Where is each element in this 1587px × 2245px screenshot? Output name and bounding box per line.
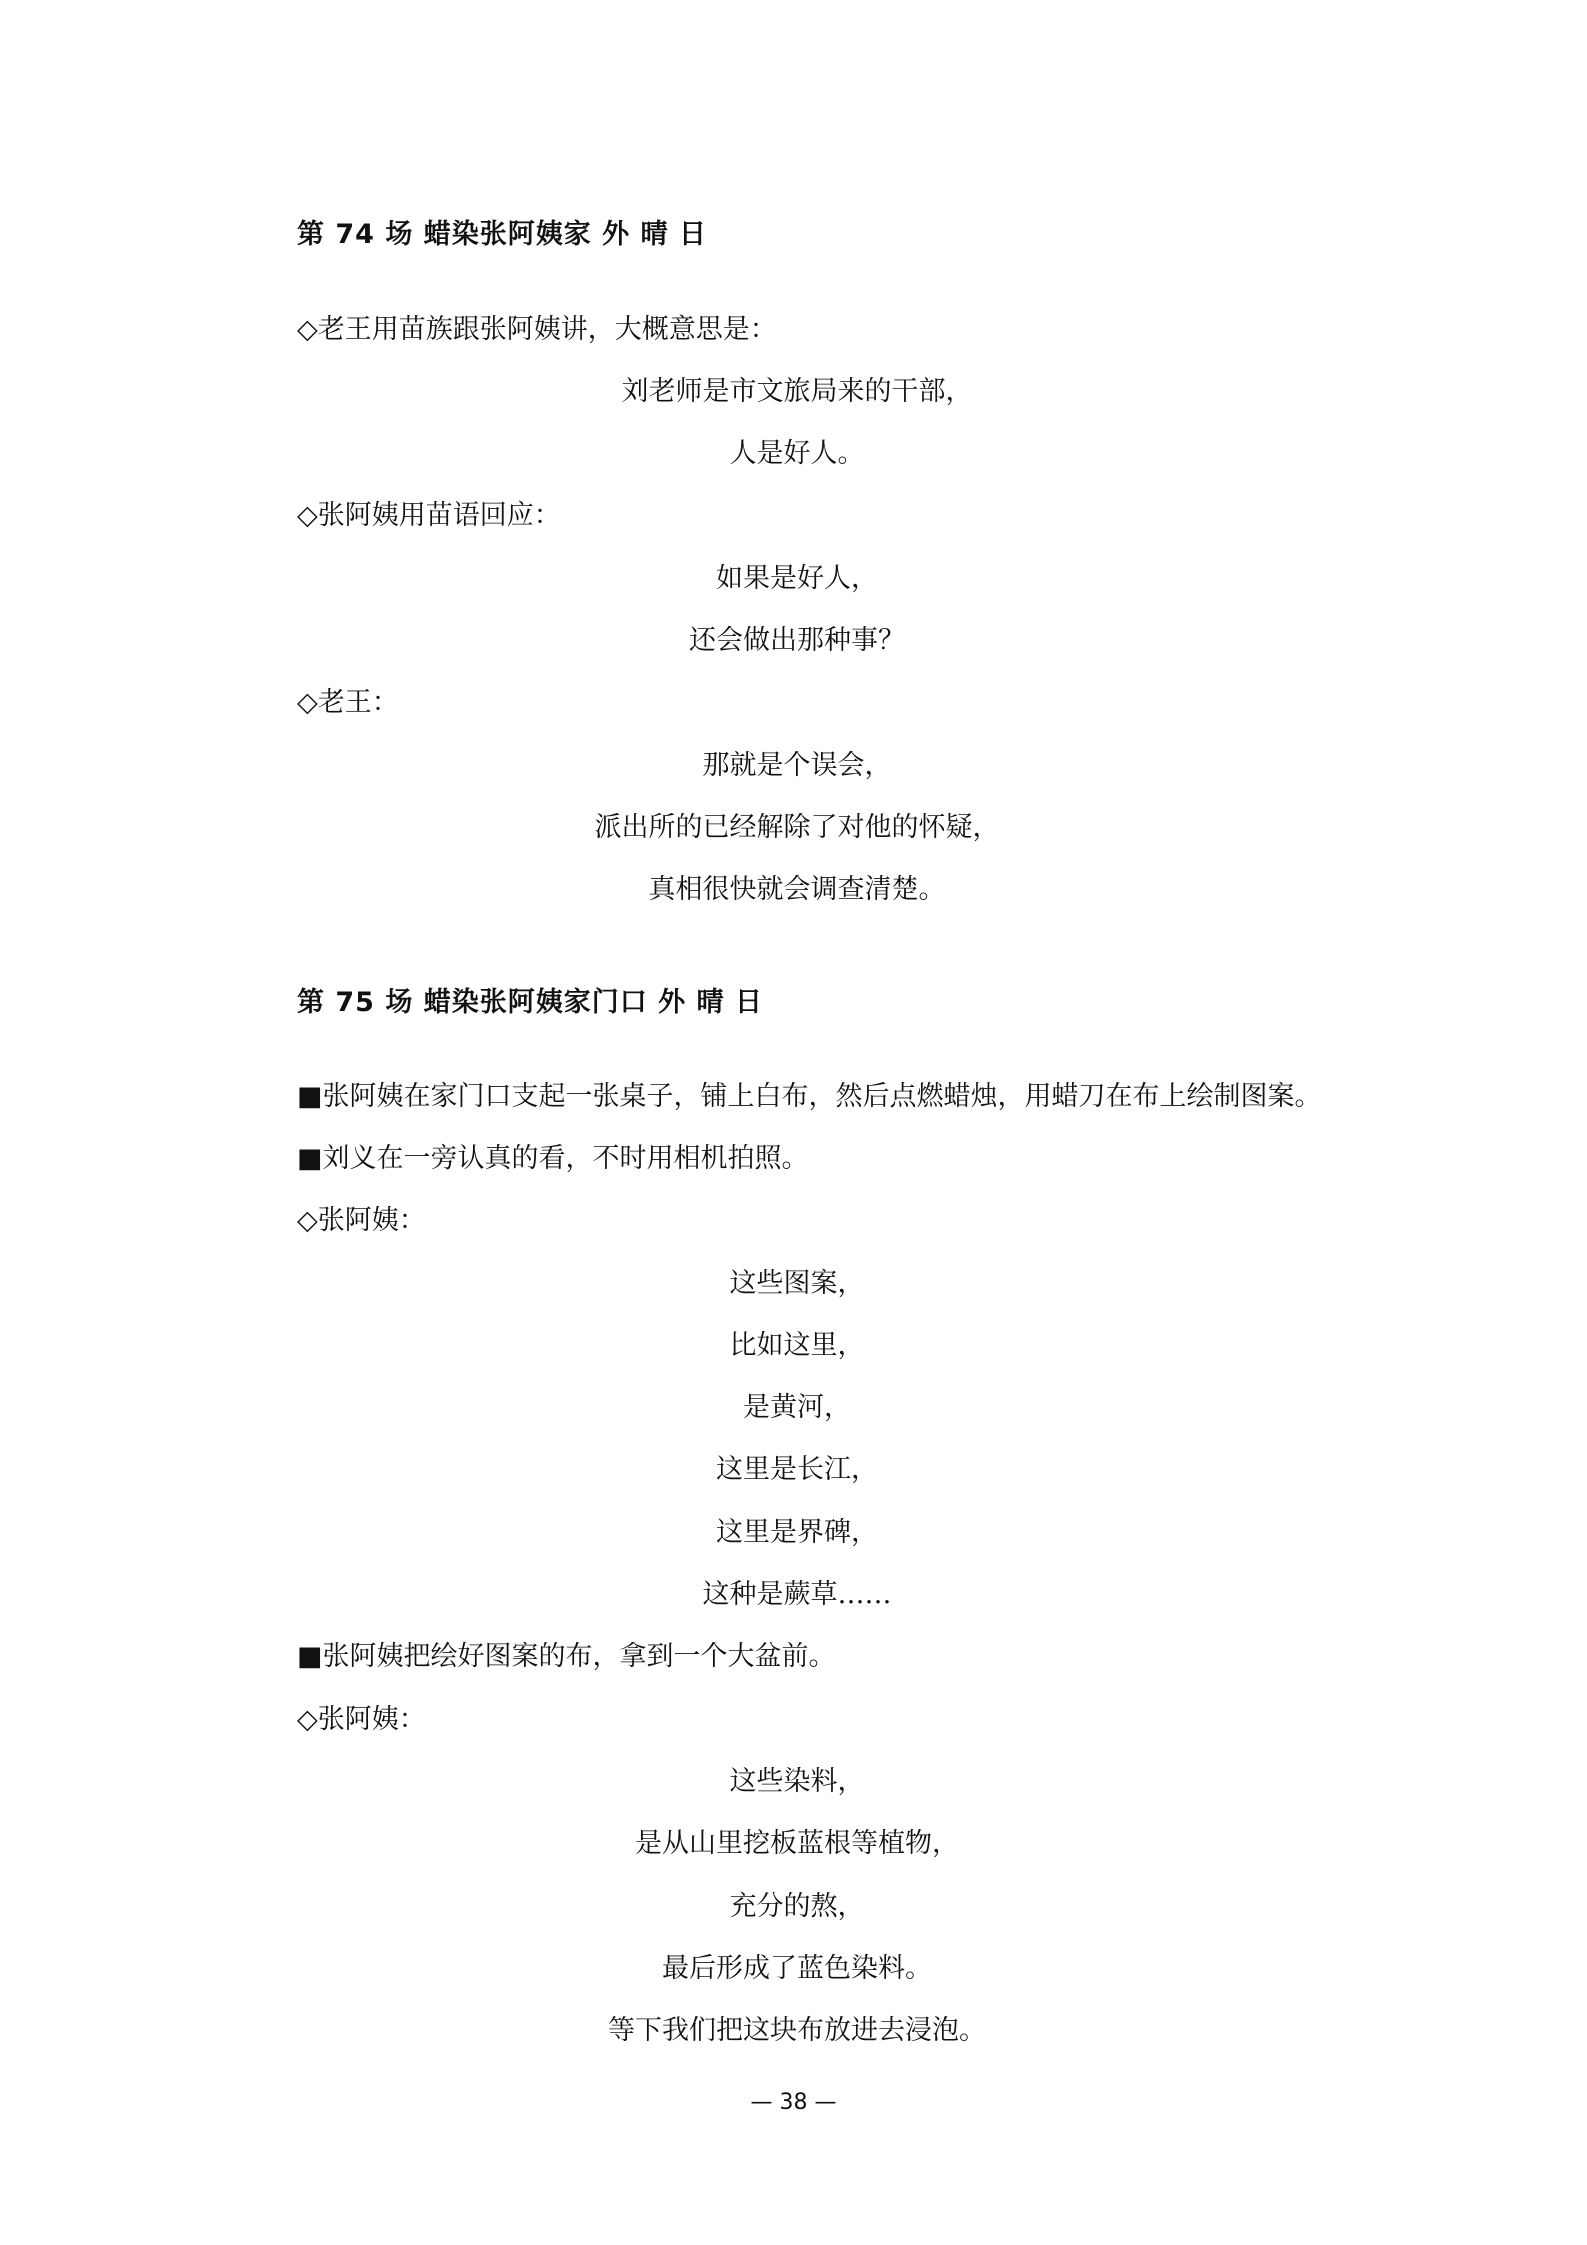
dialogue-line: 这些图案， <box>729 1268 865 1299</box>
dialogue-line: 派出所的已经解除了对他的怀疑， <box>594 812 1000 843</box>
dialogue-line: 这里是长江， <box>716 1454 878 1485</box>
speaker-line: ◇张阿姨： <box>297 1704 426 1735</box>
dialogue-line: 那就是个误会， <box>702 750 892 781</box>
page-number: — 38 — <box>750 2090 837 2115</box>
dialogue-line: 如果是好人， <box>716 563 878 594</box>
speaker-line: ◇老王： <box>297 687 399 718</box>
action-line: ■张阿姨把绘好图案的布，拿到一个大盆前。 <box>297 1641 836 1672</box>
dialogue-line: 人是好人。 <box>729 438 865 469</box>
speaker-line: ◇张阿姨用苗语回应： <box>297 500 561 531</box>
dialogue-line: 等下我们把这块布放进去浸泡。 <box>608 2015 986 2046</box>
dialogue-line: 真相很快就会调查清楚。 <box>648 874 946 905</box>
dialogue-line: 充分的熬， <box>729 1891 865 1922</box>
action-line: ■刘义在一旁认真的看，不时用相机拍照。 <box>297 1143 809 1174</box>
dialogue-line: 是从山里挖板蓝根等植物， <box>635 1828 959 1859</box>
dialogue-line: 刘老师是市文旅局来的干部， <box>621 376 973 407</box>
speaker-line: ◇张阿姨： <box>297 1205 426 1236</box>
dialogue-line: 是黄河， <box>743 1392 851 1423</box>
dialogue-line: 比如这里， <box>729 1330 865 1361</box>
speaker-line: ◇老王用苗族跟张阿姨讲，大概意思是： <box>297 314 777 345</box>
action-line: ■张阿姨在家门口支起一张桌子，铺上白布，然后点燃蜡烛，用蜡刀在布上绘制图案。 <box>297 1081 1322 1112</box>
dialogue-line: 这种是蕨草…… <box>702 1579 892 1610</box>
dialogue-line: 这里是界碑， <box>716 1517 878 1548</box>
dialogue-line: 这些染料， <box>729 1766 865 1797</box>
dialogue-line: 还会做出那种事？ <box>689 625 905 656</box>
dialogue-line: 最后形成了蓝色染料。 <box>662 1953 932 1984</box>
scene-heading: 第 75 场 蜡染张阿姨家门口 外 晴 日 <box>297 987 763 1018</box>
scene-heading: 第 74 场 蜡染张阿姨家 外 晴 日 <box>297 219 707 250</box>
